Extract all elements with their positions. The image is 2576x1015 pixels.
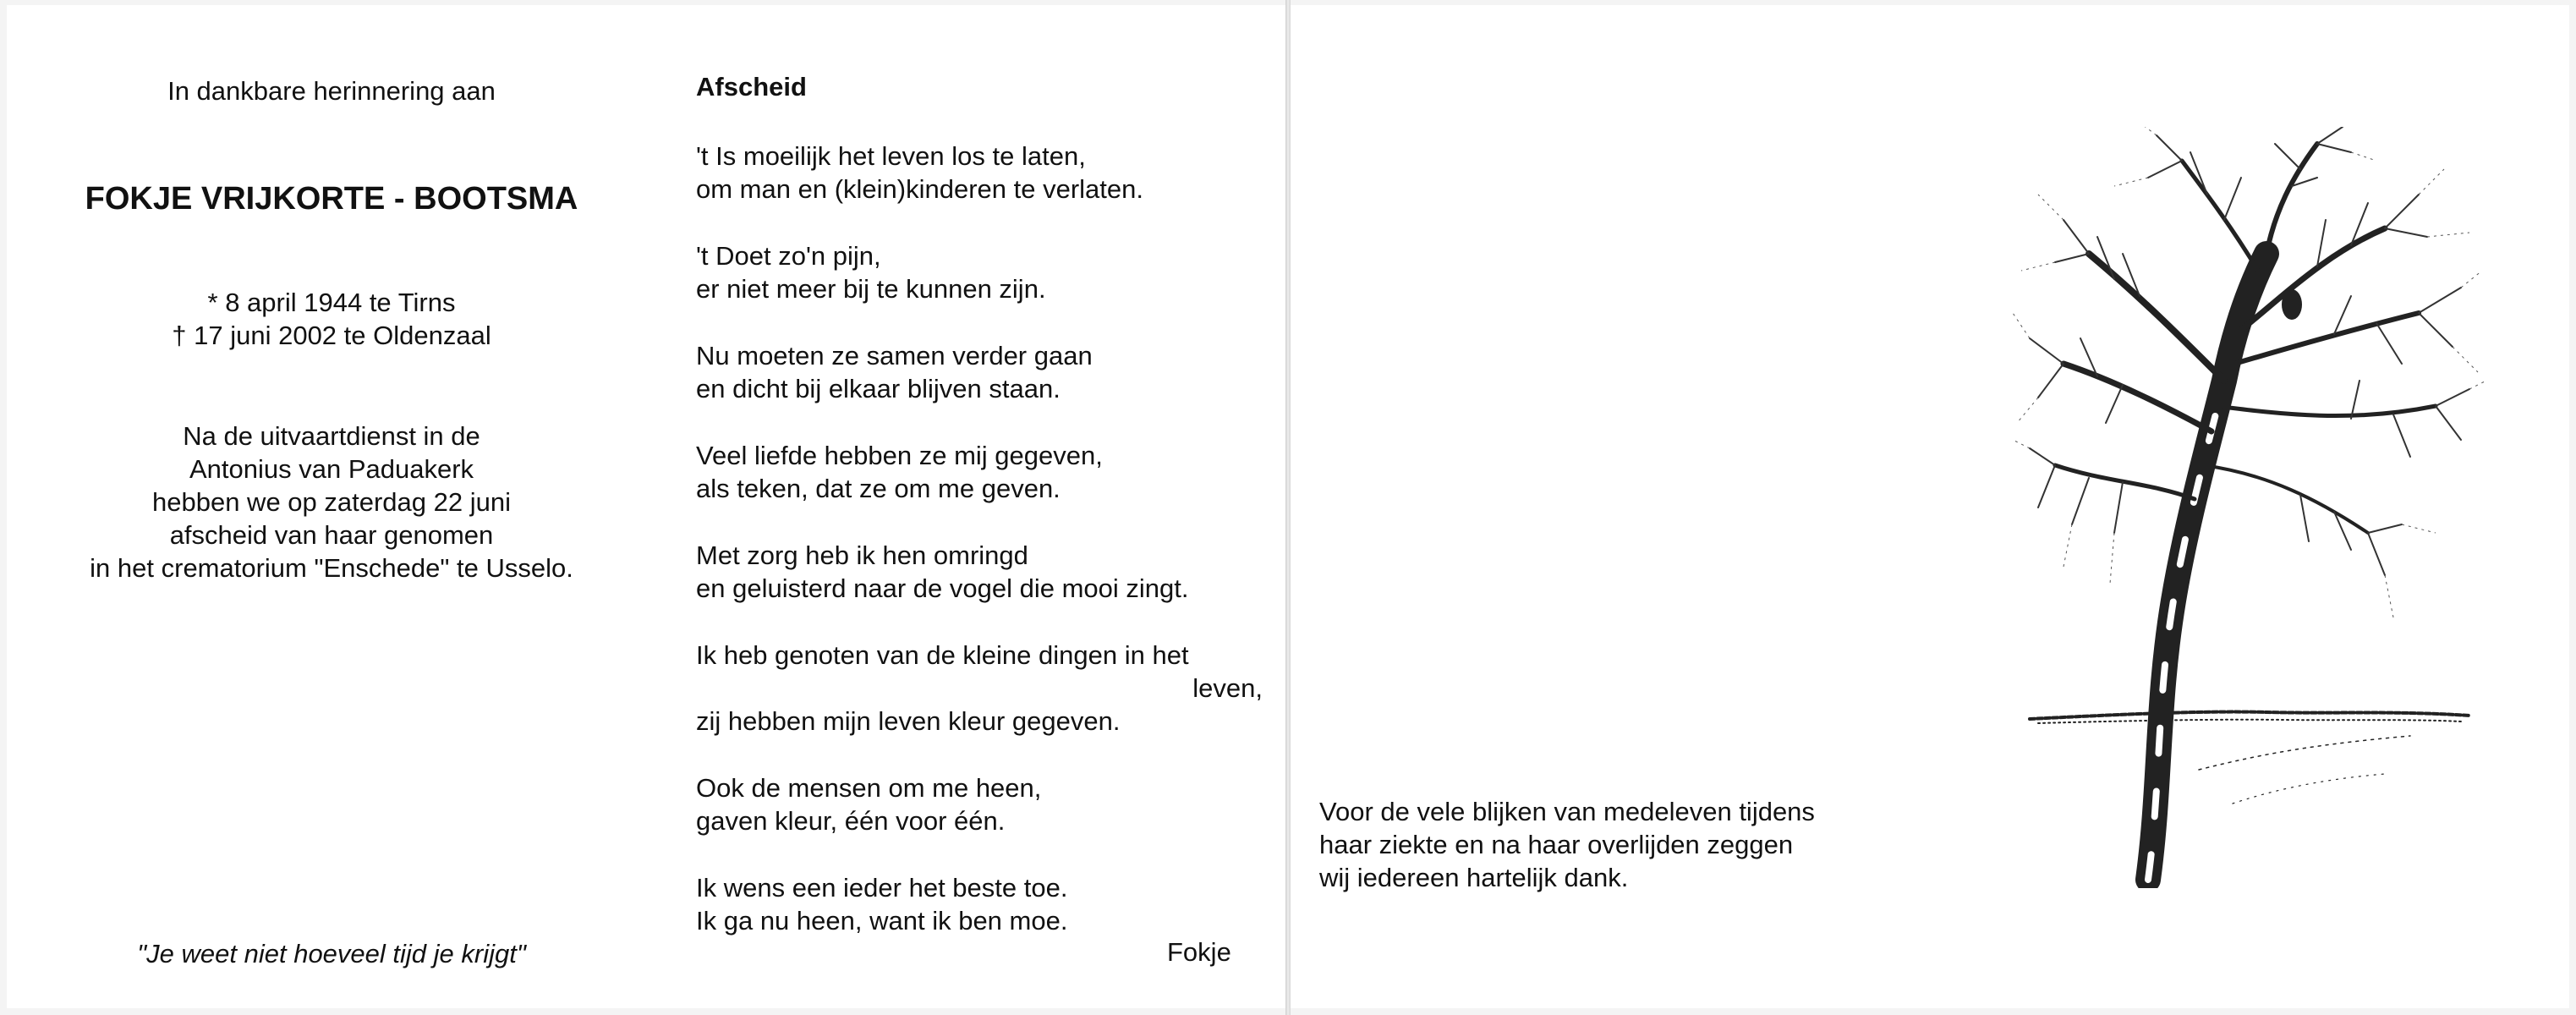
- deceased-name: FOKJE VRIJKORTE - BOOTSMA: [85, 181, 578, 217]
- thanks-line: wij iedereen hartelijk dank.: [1319, 863, 1629, 892]
- service-line: afscheid van haar genomen: [169, 520, 494, 550]
- service-line: hebben we op zaterdag 22 juni: [152, 487, 511, 517]
- poem-title: Afscheid: [696, 72, 807, 102]
- poem-stanza: [696, 140, 1271, 206]
- birch-tree-icon: [2013, 127, 2486, 888]
- thanks-line: haar ziekte en na haar overlijden zeggen: [1319, 830, 1794, 859]
- poem-line: Nu moeten ze samen verder gaan: [696, 341, 1093, 370]
- poem-line: zij hebben mijn leven kleur gegeven.: [696, 706, 1121, 736]
- poem-line-wrapped: leven,: [1192, 673, 1263, 703]
- poem-line: 't Is moeilijk het leven los te laten,: [696, 141, 1086, 171]
- poem-line: en dicht bij elkaar blijven staan.: [696, 374, 1061, 403]
- death-date: † 17 juni 2002 te Oldenzaal: [172, 321, 491, 350]
- service-line: Antonius van Paduakerk: [189, 454, 474, 484]
- poem-line: Met zorg heb ik hen omringd: [696, 540, 1028, 570]
- poem-line: Ik wens een ieder het beste toe.: [696, 873, 1068, 903]
- poem-stanza: [696, 771, 1271, 837]
- poem-line: Ook de mensen om me heen,: [696, 773, 1042, 803]
- poem-stanza: [696, 339, 1271, 405]
- poem-line: Ik heb genoten van de kleine dingen in het: [696, 640, 1189, 670]
- poem-line: Veel liefde hebben ze mij gegeven,: [696, 441, 1103, 470]
- service-line: in het crematorium "Enschede" te Usselo.: [90, 553, 573, 583]
- thanks-text: [1319, 795, 1815, 894]
- poem: [696, 140, 1271, 971]
- poem-line: gaven kleur, één voor één.: [696, 806, 1006, 836]
- poem-line: Ik ga nu heen, want ik ben moe.: [696, 906, 1068, 935]
- poem-line: en geluisterd naar de vogel die mooi zingt.: [696, 573, 1189, 603]
- birth-date: * 8 april 1944 te Tirns: [207, 288, 456, 317]
- card-fold: [1285, 0, 1291, 1015]
- poem-stanza: [696, 439, 1271, 505]
- poem-stanza: [696, 239, 1271, 305]
- life-dates: [0, 286, 663, 352]
- poem-stanza: [696, 871, 1271, 937]
- poem-stanza: [696, 539, 1271, 605]
- poem-line: om man en (klein)kinderen te verlaten.: [696, 174, 1143, 204]
- poem-line: er niet meer bij te kunnen zijn.: [696, 274, 1046, 304]
- intro-text: In dankbare herinnering aan: [167, 76, 496, 106]
- poem-stanza: [696, 639, 1271, 738]
- service-line: Na de uitvaartdienst in de: [183, 421, 480, 451]
- thanks-line: Voor de vele blijken van medeleven tijdens: [1319, 797, 1815, 826]
- motto-quote: "Je weet niet hoeveel tijd je krijgt": [137, 939, 526, 968]
- poem-line: 't Doet zo'n pijn,: [696, 241, 881, 271]
- poem-line: als teken, dat ze om me geven.: [696, 474, 1061, 503]
- service-text: [0, 420, 663, 584]
- poem-signature: Fokje: [1167, 937, 1231, 967]
